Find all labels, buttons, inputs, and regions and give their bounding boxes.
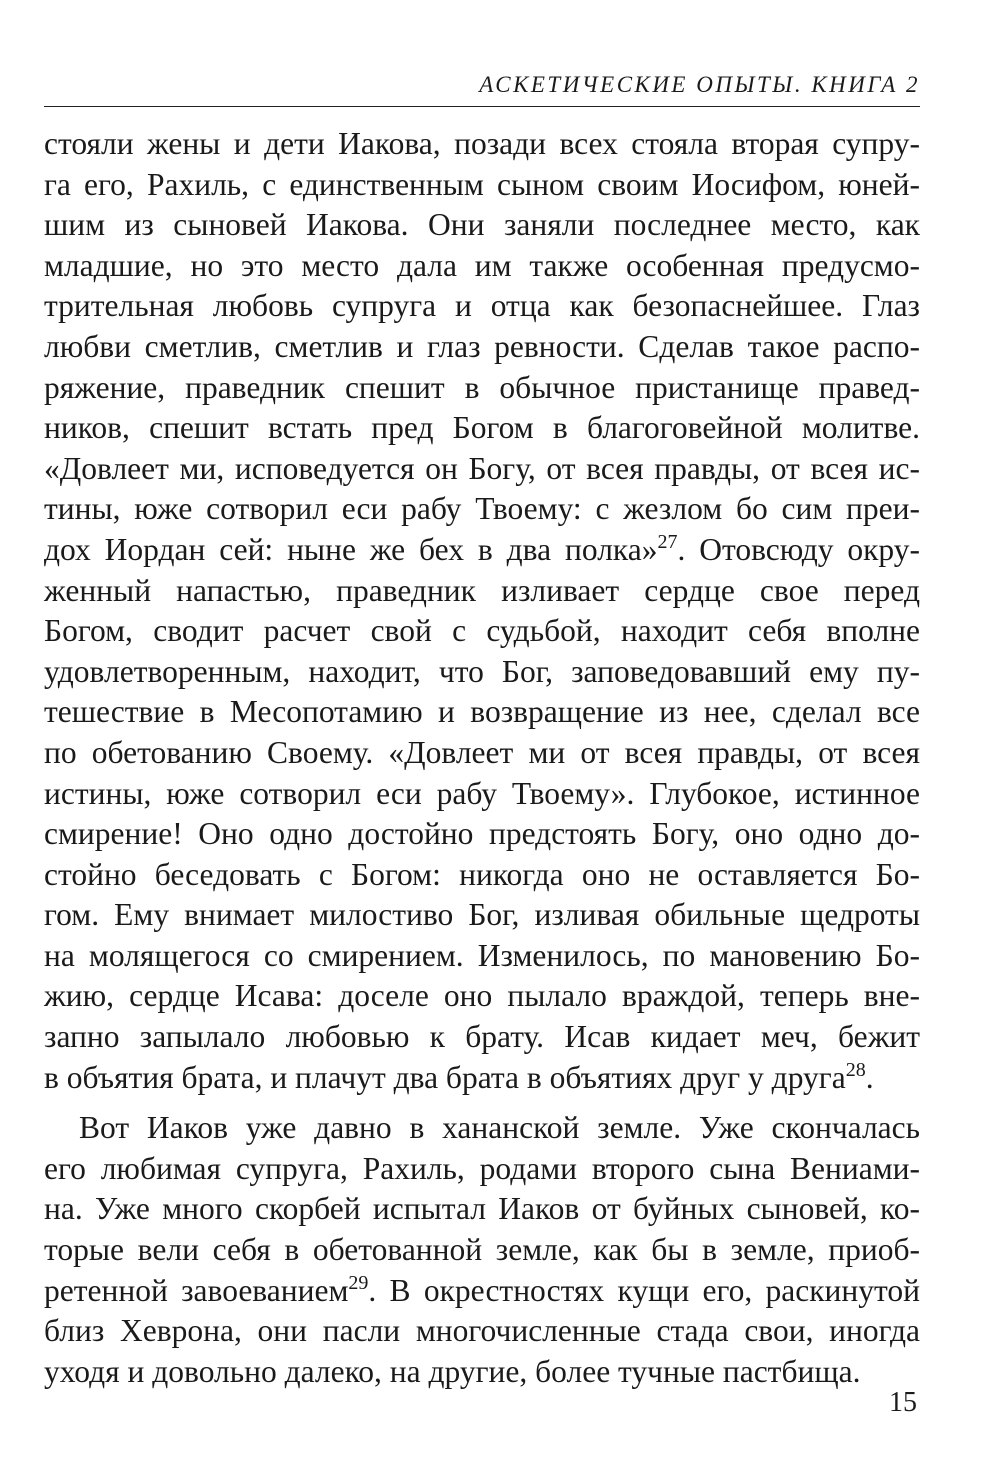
line-text: ретенной завоеванием [44,1272,349,1308]
text-line [44,1017,920,1058]
line-text: на. Уже много скорбей испытал Иаков от буйных сыновей, ко- [44,1191,920,1227]
line-text: тешествие в Месопотамию и возвращение из нее, сделал все [44,694,920,730]
text-line [44,489,920,530]
text-line [44,246,920,287]
text-line [44,205,920,246]
text-line [44,124,920,165]
line-text: близ Хеврона, они пасли многочисленные стада свои, иногда [44,1313,920,1349]
line-text: удовлетворенным, находит, что Бог, заповедовавший ему пу- [44,653,920,689]
text-line [44,530,920,571]
line-text: гом. Ему внимает милостиво Бог, изливая обильные щедроты [44,897,920,933]
footnote-marker[interactable]: 28 [845,1058,866,1081]
text-line [44,855,920,896]
line-text: жию, сердце Исава: доселе оно пылало враждой, теперь вне- [44,978,920,1014]
line-text: тины, юже сотворил еси рабу Твоему: с жезлом бо сим преи- [44,491,920,527]
text-line [44,774,920,815]
line-text: по обетованию Своему. «Довлеет ми от всея правды, от всея [44,734,920,770]
footnote-marker[interactable]: 29 [348,1271,369,1294]
line-text: стояли жены и дети Иакова, позади всех стояла вторая супру- [44,126,920,161]
line-text: ников, спешит встать пред Богом в благоговейной молитве. [44,410,920,446]
text-line [44,895,920,936]
line-text: дох Иордан сей: ныне же бех в два полка» [44,531,658,567]
text-line [44,1271,920,1312]
paragraph [44,124,920,1098]
line-text: га его, Рахиль, с единственным сыном своим Иосифом, юней- [44,166,920,202]
text-line [44,1058,920,1099]
text-line [44,327,920,368]
line-text: смирение! Оно одно достойно предстоять Богу, оно одно до- [44,816,920,852]
line-text: его любимая супруга, Рахиль, родами второго сына Вениами- [44,1150,920,1186]
text-line [44,165,920,206]
line-text: уходя и довольно далеко, на другие, более тучные пастбища. [44,1353,861,1389]
text-line [44,733,920,774]
line-text: на молящегося со смирением. Изменилось, по мановению Бо- [44,937,920,973]
running-title: АСКЕТИЧЕСКИЕ ОПЫТЫ. КНИГА 2 [479,72,920,97]
line-text: Богом, сводит расчет свой с судьбой, находит себя вполне [44,613,920,649]
line-text-after: . [865,1059,874,1095]
body-text [44,124,920,1392]
line-text: Вот Иаков уже давно в хананской земле. Уже скончалась [79,1110,920,1146]
text-line [44,814,920,855]
paragraph [44,1108,920,1392]
line-text: стойно беседовать с Богом: никогда оно не оставляется Бо- [44,856,920,892]
text-line [44,408,920,449]
text-line [44,976,920,1017]
text-line [44,1108,920,1149]
line-text: шим из сыновей Иакова. Они заняли последнее место, как [44,207,920,243]
page-number: 15 [889,1387,917,1418]
text-line [44,1189,920,1230]
text-line [44,286,920,327]
text-line [44,449,920,490]
line-text: ряжение, праведник спешит в обычное пристанище правед- [44,369,920,405]
text-line [44,1352,920,1393]
text-line [44,611,920,652]
line-text: запно запылало любовью к брату. Исав кидает меч, бежит [44,1019,920,1055]
line-text-after: . В окрестностях кущи его, раскинутой [368,1272,920,1308]
line-text: младшие, но это место дала им также особенная предусмо- [44,247,920,283]
line-text: трительная любовь супруга и отца как безопаснейшее. Глаз [44,288,920,324]
text-line [44,936,920,977]
text-line [44,1230,920,1271]
line-text: женный напастью, праведник изливает сердце свое перед [44,572,920,608]
line-text: любви сметлив, сметлив и глаз ревности. Сделав такое распо- [44,328,920,364]
running-header [44,70,920,107]
line-text: истины, юже сотворил еси рабу Твоему». Глубокое, истинное [44,775,920,811]
line-text-after: . Отовсюду окру- [677,531,921,567]
text-line [44,692,920,733]
text-line [44,652,920,693]
footnote-marker[interactable]: 27 [657,530,678,553]
line-text: «Довлеет ми, исповедуется он Богу, от всея правды, от всея ис- [44,450,920,486]
text-line [44,571,920,612]
text-line [44,1311,920,1352]
line-text: торые вели себя в обетованной земле, как бы в земле, приоб- [44,1232,920,1268]
line-text: в объятия брата, и плачут два брата в объятиях друг у друга [44,1059,846,1095]
text-line [44,368,920,409]
text-line [44,1149,920,1190]
